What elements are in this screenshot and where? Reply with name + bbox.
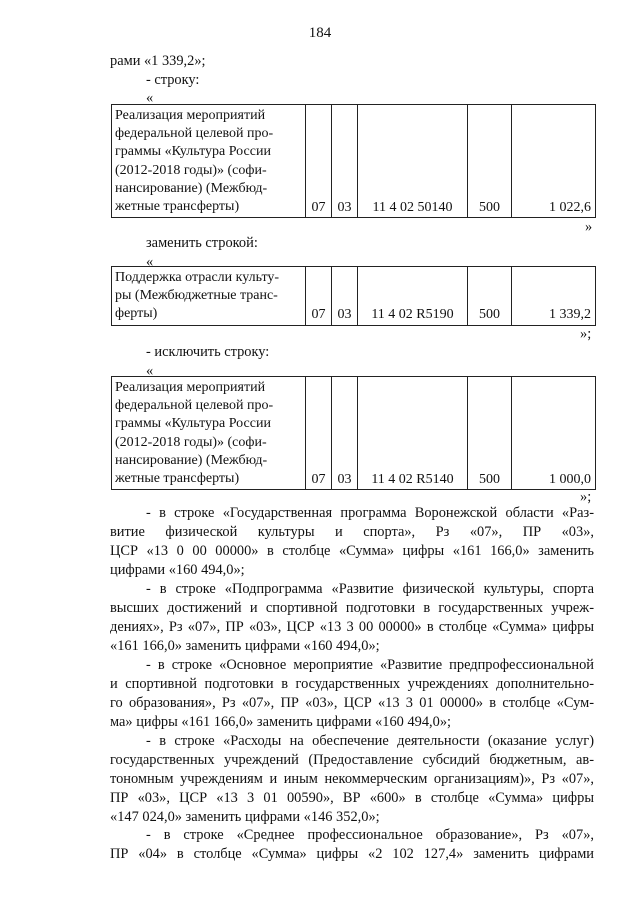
- paragraph-line: высших достижений и спортивной подготовки в государственных учреж-: [110, 599, 594, 616]
- amendment-paragraph: [110, 504, 594, 580]
- sum-cell: 1 339,2: [512, 267, 596, 326]
- paragraph-line: цифрами «160 494,0»;: [110, 561, 245, 578]
- amendment-paragraph: [110, 580, 594, 656]
- paragraph-line: ма» цифры «161 166,0» заменить цифрами «160 494,0»;: [110, 713, 452, 730]
- amendment-paragraph: [110, 826, 594, 864]
- row-name: Реализация мероприятий федеральной целевой про- граммы «Культура России (2012-2018 годы)» (софи- нансирование) (Межбюд- жетные трансферты): [112, 377, 306, 490]
- pr-cell: 03: [332, 267, 358, 326]
- open-quote: «: [146, 363, 154, 379]
- paragraph-line: дениях», Рз «07», ПР «03», ЦСР «13 3 00 00000» в столбце «Сумма» цифры: [110, 618, 594, 635]
- close-quote: »: [585, 219, 593, 235]
- sum-cell: 1 000,0: [512, 377, 596, 490]
- open-quote: «: [146, 90, 154, 106]
- open-quote: «: [146, 254, 154, 270]
- paragraph-line: - в строке «Подпрограмма «Развитие физической культуры, спорта: [146, 581, 594, 597]
- budget-table-row: [111, 266, 596, 326]
- paragraph-line: государственных учреждений (Предоставление субсидий бюджетным, ав-: [110, 751, 594, 768]
- row-label: - строку:: [146, 72, 200, 88]
- pr-cell: 03: [332, 377, 358, 490]
- row-name: Поддержка отрасли культу- ры (Межбюджетные транс- ферты): [112, 267, 306, 326]
- paragraph-line: «147 024,0» заменить цифрами «146 352,0»;: [110, 808, 380, 825]
- vr-cell: 500: [468, 377, 512, 490]
- paragraph-line: ПР «04» в столбце «Сумма» цифры «2 102 127,4» заменить цифрами: [110, 845, 594, 862]
- csr-cell: 11 4 02 R5190: [358, 267, 468, 326]
- vr-cell: 500: [468, 105, 512, 218]
- paragraph-line: - в строке «Среднее профессиональное образование», Рз «07»,: [146, 827, 594, 843]
- rz-cell: 07: [306, 105, 332, 218]
- paragraph-line: го образования», Рз «07», ПР «03», ЦСР «13 3 01 00000» в столбце «Сум-: [110, 694, 594, 711]
- vr-cell: 500: [468, 267, 512, 326]
- csr-cell: 11 4 02 R5140: [358, 377, 468, 490]
- exclude-label: - исключить строку:: [146, 344, 270, 360]
- rz-cell: 07: [306, 377, 332, 490]
- paragraph-line: - в строке «Расходы на обеспечение деятельности (оказание услуг): [146, 733, 594, 749]
- amendment-paragraph: [110, 656, 594, 732]
- continuation-line: рами «1 339,2»;: [110, 53, 206, 69]
- paragraph-line: «161 166,0» заменить цифрами «160 494,0»;: [110, 637, 380, 654]
- paragraph-line: тономным учреждениям и иным некоммерческим организациям)», Рз «07»,: [110, 770, 594, 787]
- close-quote: »;: [580, 489, 592, 505]
- paragraph-line: - в строке «Государственная программа Воронежской области «Раз-: [146, 505, 594, 521]
- row-name: Реализация мероприятий федеральной целевой про- граммы «Культура России (2012-2018 годы)» (софи- нансирование) (Межбюд- жетные трансферты): [112, 105, 306, 218]
- pr-cell: 03: [332, 105, 358, 218]
- paragraph-line: ЦСР «13 0 00 00000» в столбце «Сумма» цифры «161 166,0» заменить: [110, 542, 594, 559]
- paragraph-line: ПР «03», ЦСР «13 3 01 00590», ВР «600» в столбце «Сумма» цифры: [110, 789, 594, 806]
- paragraph-line: и спортивной подготовки в государственных учреждениях дополнительно-: [110, 675, 594, 692]
- paragraph-line: - в строке «Основное мероприятие «Развитие предпрофессиональной: [146, 657, 594, 673]
- page-number: 184: [308, 25, 332, 41]
- csr-cell: 11 4 02 50140: [358, 105, 468, 218]
- rz-cell: 07: [306, 267, 332, 326]
- budget-table-row: [111, 376, 596, 490]
- paragraph-line: витие физической культуры и спорта», Рз «07», ПР «03»,: [110, 523, 594, 540]
- budget-table-row: [111, 104, 596, 218]
- amendment-paragraph: [110, 732, 594, 827]
- replace-label: заменить строкой:: [146, 235, 258, 251]
- sum-cell: 1 022,6: [512, 105, 596, 218]
- close-quote: »;: [580, 326, 592, 342]
